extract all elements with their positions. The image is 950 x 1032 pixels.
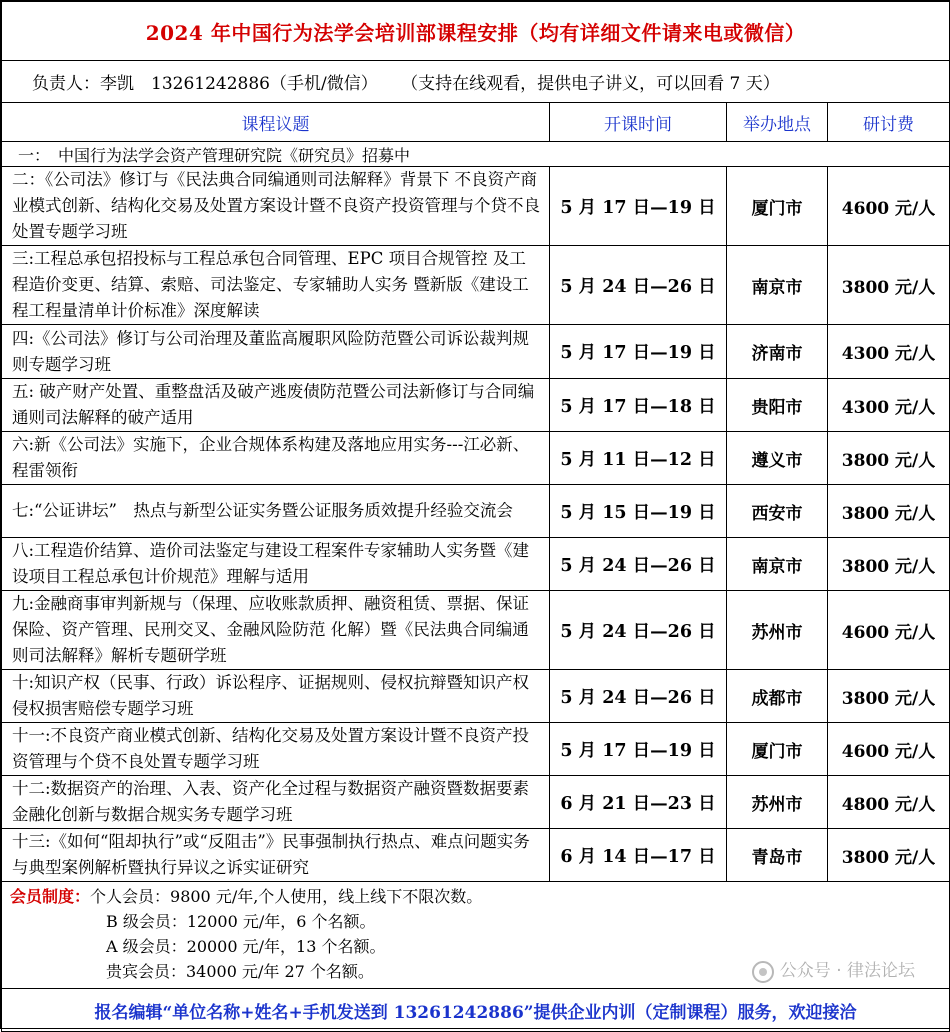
course-date: 5 月 24 日—26 日: [550, 670, 727, 723]
course-city: 南京市: [727, 538, 828, 591]
page-title: 2024 年中国行为法学会培训部课程安排（均有详细文件请来电或微信）: [2, 2, 950, 61]
header-course: 课程议题: [2, 103, 550, 142]
course-title: 四:《公司法》修订与公司治理及董监高履职风险防范暨公司诉讼裁判规则专题学习班: [2, 325, 550, 379]
course-fee: 4300 元/人: [828, 379, 950, 432]
course-city: 成都市: [727, 670, 828, 723]
course-fee: 3800 元/人: [828, 246, 950, 325]
course-date: 5 月 24 日—26 日: [550, 246, 727, 325]
table-row: [2, 246, 950, 325]
header-row: [2, 103, 950, 142]
course-date: 6 月 21 日—23 日: [550, 776, 727, 829]
watermark-text: 公众号 · 律法论坛: [779, 961, 916, 981]
course-city: 厦门市: [727, 167, 828, 246]
membership-personal-text: 个人会员：9800 元/年,个人使用，线上线下不限次数。: [90, 887, 483, 906]
course-city: 遵义市: [727, 432, 828, 485]
course-city: 厦门市: [727, 723, 828, 776]
course-date: 5 月 17 日—19 日: [550, 723, 727, 776]
header-city: 举办地点: [727, 103, 828, 142]
table-row: [2, 167, 950, 246]
table-row: [2, 325, 950, 379]
table-row: [2, 432, 950, 485]
course-city: 西安市: [727, 485, 828, 538]
course-date: 5 月 24 日—26 日: [550, 538, 727, 591]
table-row: [2, 723, 950, 776]
course-title: 五: 破产财产处置、重整盘活及破产逃废债防范暨公司法新修订与合同编通则司法解释的破产适用: [2, 379, 550, 432]
course-date: 6 月 14 日—17 日: [550, 829, 727, 882]
course-date: 5 月 15 日—19 日: [550, 485, 727, 538]
table-row: [2, 776, 950, 829]
course-city: 青岛市: [727, 829, 828, 882]
course-date: 5 月 17 日—19 日: [550, 167, 727, 246]
course-date: 5 月 17 日—18 日: [550, 379, 727, 432]
course-city: 贵阳市: [727, 379, 828, 432]
header-date: 开课时间: [550, 103, 727, 142]
membership-personal: [10, 884, 941, 909]
course-title: 八:工程造价结算、造价司法鉴定与建设工程案件专家辅助人实务暨《建设项目工程总承包计价规范》理解与适用: [2, 538, 550, 591]
recruit-row: 一： 中国行为法学会资产管理研究院《研究员》招募中: [2, 142, 950, 167]
course-fee: 4600 元/人: [828, 167, 950, 246]
table-row: [2, 485, 950, 538]
course-title: 十一:不良资产商业模式创新、结构化交易及处置方案设计暨不良资产投资管理与个贷不良处置专题学习班: [2, 723, 550, 776]
membership-vip: 贵宾会员：34000 元/年 27 个名额。: [106, 962, 374, 981]
course-title: 六:新《公司法》实施下，企业合规体系构建及落地应用实务---江必新、程雷领衔: [2, 432, 550, 485]
watermark: [752, 959, 915, 984]
contact-note: （支持在线观看，提供电子讲义，可以回看 7 天）: [401, 74, 780, 94]
footer-note: 报名编辑“单位名称+姓名+手机发送到 13261242886”提供企业内训（定制课程）服务，欢迎接洽: [2, 989, 950, 1032]
course-date: 5 月 17 日—19 日: [550, 325, 727, 379]
course-city: 南京市: [727, 246, 828, 325]
course-fee: 3800 元/人: [828, 670, 950, 723]
course-title: 十二:数据资产的治理、入表、资产化全过程与数据资产融资暨数据要素金融化创新与数据合规实务专题学习班: [2, 776, 550, 829]
course-date: 5 月 11 日—12 日: [550, 432, 727, 485]
course-title: 三:工程总承包招投标与工程总承包合同管理、EPC 项目合规管控 及工程造价变更、结算、索赔、司法鉴定、专家辅助人实务 暨新版《建设工程工程量清单计价标准》深度解读: [2, 246, 550, 325]
contact-row: [2, 61, 950, 103]
membership-section: [2, 882, 950, 989]
table-row: [2, 538, 950, 591]
course-fee: 4600 元/人: [828, 723, 950, 776]
course-fee: 3800 元/人: [828, 485, 950, 538]
table-row: [2, 591, 950, 670]
course-fee: 3800 元/人: [828, 432, 950, 485]
course-title: 十三:《如何“阻却执行”或“反阻击”》民事强制执行热点、难点问题实务与典型案例解析暨执行异议之诉实证研究: [2, 829, 550, 882]
course-city: 济南市: [727, 325, 828, 379]
membership-a-level: A 级会员：20000 元/年，13 个名额。: [106, 937, 386, 956]
table-row: [2, 670, 950, 723]
course-fee: 3800 元/人: [828, 538, 950, 591]
course-fee: 4800 元/人: [828, 776, 950, 829]
table-row: [2, 379, 950, 432]
course-title: 二：《公司法》修订与《民法典合同编通则司法解释》背景下 不良资产商业模式创新、结构化交易及处置方案设计暨不良资产投资管理与个贷不良处置专题学习班: [2, 167, 550, 246]
course-date: 5 月 24 日—26 日: [550, 591, 727, 670]
course-city: 苏州市: [727, 591, 828, 670]
membership-label: 会员制度：: [10, 887, 91, 906]
header-fee: 研讨费: [828, 103, 950, 142]
course-fee: 4300 元/人: [828, 325, 950, 379]
course-fee: 4600 元/人: [828, 591, 950, 670]
wechat-icon: [752, 961, 774, 983]
table-row: [2, 829, 950, 882]
course-fee: 3800 元/人: [828, 829, 950, 882]
course-title: 七:“公证讲坛” 热点与新型公证实务暨公证服务质效提升经验交流会: [2, 485, 550, 538]
course-title: 九:金融商事审判新规与（保理、应收账款质押、融资租赁、票据、保证保险、资产管理、民刑交叉、金融风险防范 化解）暨《民法典合同编通则司法解释》解析专题研学班: [2, 591, 550, 670]
contact-person: 负责人：李凯 13261242886（手机/微信）: [32, 74, 378, 94]
membership-b-level: B 级会员：12000 元/年，6 个名额。: [106, 912, 376, 931]
schedule-table: [1, 1, 950, 1032]
course-title: 十:知识产权（民事、行政）诉讼程序、证据规则、侵权抗辩暨知识产权侵权损害赔偿专题学习班: [2, 670, 550, 723]
course-city: 苏州市: [727, 776, 828, 829]
